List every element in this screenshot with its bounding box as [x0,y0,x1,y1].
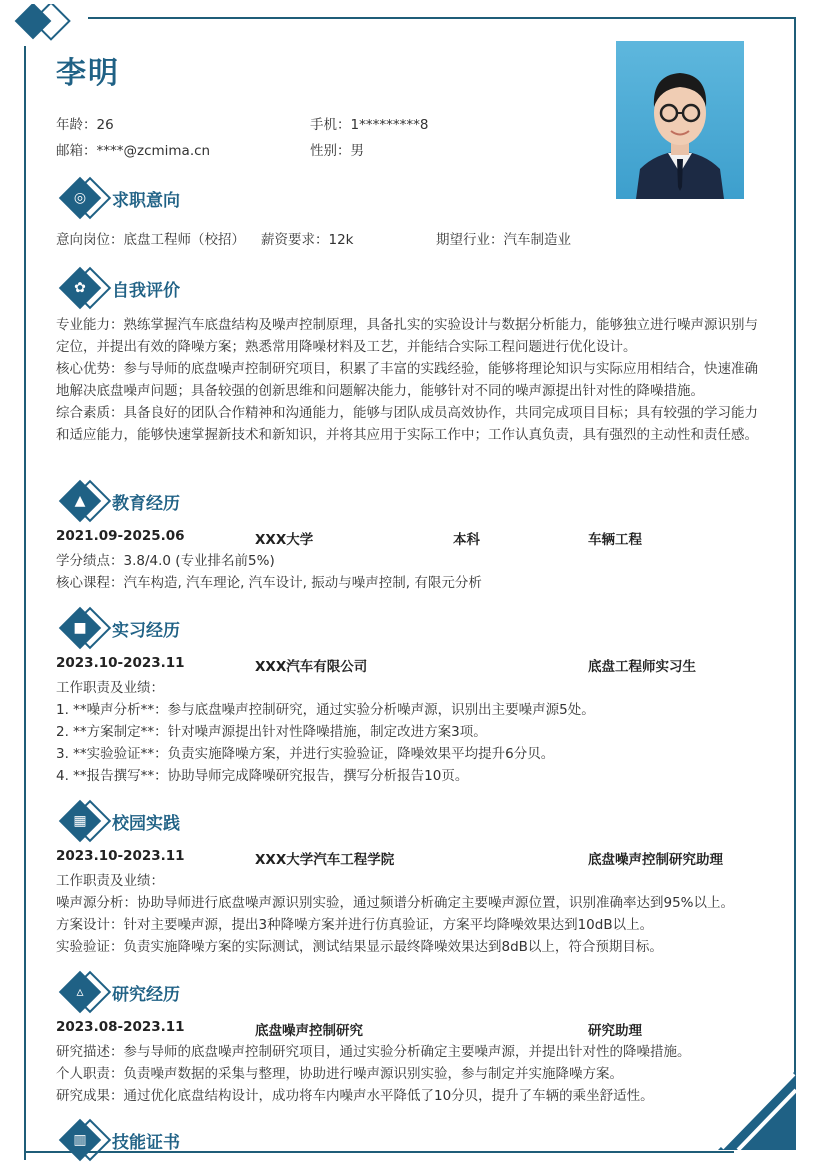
frame-right-line [794,17,796,1097]
gender-label: 性别： [310,143,351,159]
internship-duty-label: 工作职责及业绩： [56,680,164,696]
age-row [56,113,114,133]
age-label: 年龄： [56,117,97,133]
gender-value: 男 [350,143,364,159]
list-item: 噪声源分析：协助导师进行底盘噪声源识别实验，通过频谱分析确定主要噪声源位置，识别准确率达到95%以上。 [56,895,735,911]
list-item: 研究描述：参与导师的底盘噪声控制研究项目，通过实验分析确定主要噪声源，并提出针对性的降噪措施。 [56,1044,691,1060]
section-title: 教育经历 [112,494,180,514]
gender-row [310,139,364,159]
frame-top-line [88,17,796,19]
list-item: 研究成果：通过优化底盘结构设计，成功将车内噪声水平降低了10分贝，提升了车辆的乘坐舒适性。 [56,1088,654,1104]
section-title: 求职意向 [112,191,180,211]
lightbulb-icon: ✿ [74,280,86,296]
email-value: ****@zcmima.cn [96,143,211,159]
intent-position: 意向岗位：底盘工程师（校招） [56,232,245,248]
intent-salary: 薪资要求：12k [261,232,354,248]
frame-left-line [24,46,26,1160]
research-role: 研究助理 [588,1023,642,1039]
section-title: 研究经历 [112,985,180,1005]
book-icon: ▥ [73,1132,87,1148]
candidate-name: 李明 [56,56,120,91]
section-title: 校园实践 [112,814,180,834]
internship-company: XXX汽车有限公司 [255,659,368,675]
profile-photo [616,41,744,199]
campus-org: XXX大学汽车工程学院 [255,852,395,868]
graduation-cap-icon: ▲ [74,493,86,509]
internship-role: 底盘工程师实习生 [588,659,696,675]
research-project: 底盘噪声控制研究 [255,1023,363,1039]
list-item: 4. **报告撰写**：协助导师完成降噪研究报告，撰写分析报告10页。 [56,768,469,784]
education-degree: 本科 [453,532,480,548]
list-item: 方案设计：针对主要噪声源，提出3种降噪方案并进行仿真验证，方案平均降噪效果达到10dB以上。 [56,917,654,933]
phone-row [310,113,428,133]
campus-period: 2023.10-2023.11 [56,848,185,864]
education-period: 2021.09-2025.06 [56,528,185,544]
bottom-right-stripe-decoration [716,1068,798,1152]
email-row [56,139,210,159]
list-item: 2. **方案制定**：针对噪声源提出针对性降噪措施，制定改进方案3项。 [56,724,487,740]
campus-duty-label: 工作职责及业绩： [56,873,164,889]
building-icon: ▦ [73,813,87,829]
list-item: 1. **噪声分析**：参与底盘噪声控制研究，通过实验分析噪声源，识别出主要噪声源5处。 [56,702,595,718]
list-item: 3. **实验验证**：负责实施降噪方案，并进行实验验证，降噪效果平均提升6分贝。 [56,746,555,762]
self-eval-text [56,314,766,446]
phone-value: 1*********8 [350,117,429,133]
education-school: XXX大学 [255,532,314,548]
section-title: 实习经历 [112,621,180,641]
education-major: 车辆工程 [588,532,642,548]
corner-diamond-decoration [8,4,88,48]
portrait-illustration [616,41,744,199]
education-courses: 核心课程：汽车构造, 汽车理论, 汽车设计, 振动与噪声控制, 有限元分析 [56,575,482,591]
education-gpa: 学分绩点：3.8/4.0 (专业排名前5%) [56,553,275,569]
section-title: 技能证书 [112,1133,180,1153]
internship-period: 2023.10-2023.11 [56,655,185,671]
research-period: 2023.08-2023.11 [56,1019,185,1035]
target-icon: ◎ [73,190,87,206]
self-eval-paragraph: 核心优势：参与导师的底盘噪声控制研究项目，积累了丰富的实践经验，能够将理论知识与实际应用相结合，快速准确地解决底盘噪声问题；具备较强的创新思维和问题解决能力，能够针对不同的噪声源提出针对性的降噪措施。 [56,361,758,399]
phone-label: 手机： [310,117,351,133]
self-eval-paragraph: 专业能力：熟练掌握汽车底盘结构及噪声控制原理，具备扎实的实验设计与数据分析能力，能够独立进行噪声源识别与定位，并提出有效的降噪方案；熟悉常用降噪材料及工艺，并能结合实际工程问题进行优化设计。 [56,317,758,355]
list-item: 个人职责：负责噪声数据的采集与整理，协助进行噪声源识别实验，参与制定并实施降噪方案。 [56,1066,623,1082]
flask-icon: ▵ [76,984,84,1000]
age-value: 26 [96,117,114,133]
self-eval-paragraph: 综合素质：具备良好的团队合作精神和沟通能力，能够与团队成员高效协作，共同完成项目目标；具有较强的学习能力和适应能力，能够快速掌握新技术和新知识，并将其应用于实际工作中；工作认真负责，具有强烈的主动性和责任感。 [56,405,758,443]
list-item: 实验验证：负责实施降噪方案的实际测试，测试结果显示最终降噪效果达到8dB以上，符合预期目标。 [56,939,663,955]
email-label: 邮箱： [56,143,97,159]
intent-industry: 期望行业：汽车制造业 [436,232,571,248]
campus-role: 底盘噪声控制研究助理 [588,852,723,868]
section-title: 自我评价 [112,281,180,301]
briefcase-icon: ■ [73,620,87,636]
